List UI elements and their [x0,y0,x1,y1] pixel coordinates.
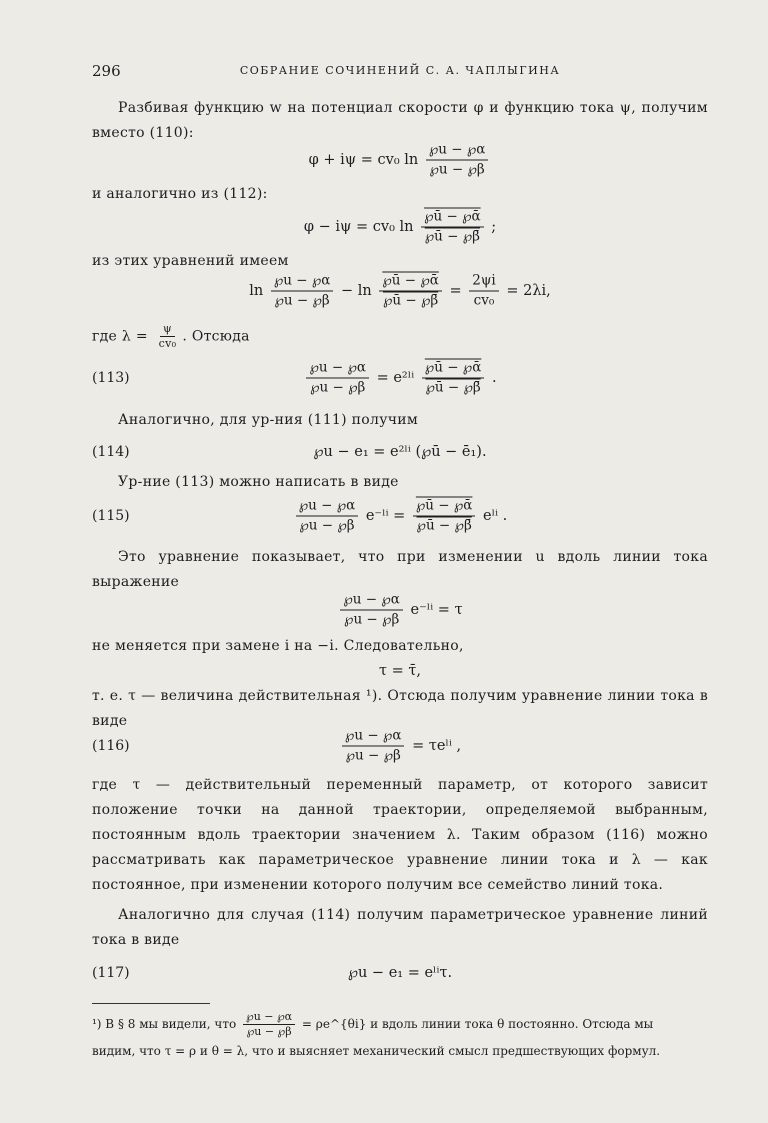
equation-difference [92,269,708,313]
fraction-denominator: ℘u − ℘β [310,379,366,396]
paragraph-4-tail: . Отсюда [182,328,250,345]
equation-113 [92,356,708,400]
fraction-numerator: 2ψi [469,272,499,292]
fraction-denominator: ℘ū − ℘β̄ [416,517,472,534]
paragraph-2: и аналогично из (112): [92,186,268,202]
eq-115-tail: eˡⁱ . [483,508,508,524]
fraction-numerator: ℘u − ℘α [296,497,359,517]
fraction-denominator: ℘u − ℘β [345,747,401,764]
footnote-fraction [243,1010,295,1039]
fraction-denominator: ℘u − ℘β [344,611,400,628]
paragraph-1: Разбивая функцию w на потенциал скорости φ и функцию тока ψ, получим вместо (110): [92,100,708,141]
fraction-denominator: cv₀ [158,337,177,350]
fraction-denominator: ℘u − ℘β [274,292,330,309]
eq-ln-2: − ln [340,283,372,299]
eq-114-body: ℘u − e₁ = e²ˡⁱ (℘ū − ē₁). [313,444,487,460]
fraction-numerator: ℘u − ℘α [306,359,369,379]
eq-116-fraction [342,727,405,766]
fraction-numerator: ℘ū − ℘ᾱ [421,208,484,228]
eq-diff-fraction-3 [469,272,499,311]
eq-number-116: (116) [92,738,130,754]
paragraph-4 [92,322,708,351]
eq-ln-1: ln [249,283,264,299]
eq-110-fraction [426,141,489,180]
eq-112-lhs: φ − iψ = cv₀ ln [303,219,414,235]
paragraph-10: где τ — действительный переменный параметр, от которого зависит положение точки на данной траектории, определяемой выбранным, постоянным вдоль траектории значением λ. Таким образом (116) можно рассматривать как параметрическое уравнение линии тока и λ — как постоянное, при изменении которого получим все семейство линий тока. [92,777,708,893]
eq-115-fraction-1 [296,497,359,536]
eq-113-fraction-1 [306,359,369,398]
eq-tau-real-body: τ = τ̄, [378,663,422,679]
eq-113-tail: . [491,370,497,386]
fraction-numerator: ℘ū − ℘ᾱ [413,497,476,517]
equation-116 [92,724,708,768]
eq-diff-tail: = 2λi, [506,283,551,299]
equation-114 [92,430,708,474]
eq-tau-fraction [340,591,403,630]
equation-tau-real [92,654,708,688]
fraction-denominator: cv₀ [473,292,495,309]
footnote-lead: ¹) В § 8 мы видели, что [92,1017,237,1031]
eq-115-mid: e⁻ˡⁱ = [365,508,406,524]
eq-116-tail: = τeˡⁱ , [412,738,462,754]
fraction-numerator: ℘u − ℘α [342,727,405,747]
lambda-definition: где λ = [92,328,148,345]
footnote-tail: = ρe^{θi} и вдоль линии тока θ постоянно. Отсюда мы [301,1017,654,1031]
eq-number-115: (115) [92,508,130,524]
equation-tau [92,588,708,632]
fraction-numerator: ℘ū − ℘ᾱ [379,272,442,292]
equation-115 [92,494,708,538]
fraction-numerator: ℘u − ℘α [271,272,334,292]
eq-number-114: (114) [92,444,130,460]
eq-112-fraction [421,208,484,247]
paragraph-8: не меняется при замене i на −i. Следовательно, [92,638,464,654]
page-header [92,62,708,82]
fraction-numerator: ℘ū − ℘ᾱ [422,359,485,379]
footnote-rule [92,1003,210,1004]
paragraph-5: Аналогично, для ур-ния (111) получим [118,412,419,428]
eq-diff-fraction-1 [271,272,334,311]
fraction-numerator: ψ [160,322,175,337]
lambda-fraction [156,322,180,351]
fraction-denominator: ℘ū − ℘β̄ [425,379,481,396]
fraction-numerator: ℘u − ℘α [243,1010,295,1025]
fraction-denominator: ℘u − ℘β [299,517,355,534]
eq-equals: = [449,283,462,299]
eq-113-fraction-2 [422,359,485,398]
eq-number-113: (113) [92,370,130,386]
paragraph-9: т. е. τ — величина действительная ¹). Отсюда получим уравнение линии тока в виде [92,688,708,729]
eq-110-lhs: φ + iψ = cv₀ ln [308,152,419,168]
eq-diff-fraction-2 [379,272,442,311]
eq-115-fraction-2 [413,497,476,536]
fraction-denominator: ℘ū − ℘β̄ [382,292,439,309]
paragraph-6: Ур-ние (113) можно написать в виде [118,474,399,490]
fraction-numerator: ℘u − ℘α [340,591,403,611]
paragraph-3: из этих уравнений имеем [92,253,289,269]
fraction-denominator: ℘u − ℘β [429,161,485,178]
eq-113-mid: = e²ˡⁱ [376,370,415,386]
page-number: 296 [92,62,121,80]
paragraph-7: Это уравнение показывает, что при изменении u вдоль линии тока выражение [92,549,708,590]
equation-117 [92,955,708,991]
running-title: СОБРАНИЕ СОЧИНЕНИЙ С. А. ЧАПЛЫГИНА [239,64,561,77]
footnote [92,1010,708,1063]
fraction-numerator: ℘u − ℘α [426,141,489,161]
eq-number-117: (117) [92,965,130,981]
footnote-line-2: видим, что τ = ρ и θ = λ, что и выясняет механический смысл предшествующих формул. [92,1044,661,1058]
fraction-denominator: ℘u − ℘β [246,1025,292,1038]
eq-117-body: ℘u − e₁ = eˡⁱτ. [347,965,453,981]
equation-110 [92,138,708,182]
paragraph-11: Аналогично для случая (114) получим параметрическое уравнение линий тока в виде [92,907,708,948]
eq-tau-tail: e⁻ˡⁱ = τ [410,602,463,618]
equation-112 [92,205,708,249]
fraction-denominator: ℘ū − ℘β̄ [424,228,480,245]
eq-112-tail: ; [491,219,497,235]
